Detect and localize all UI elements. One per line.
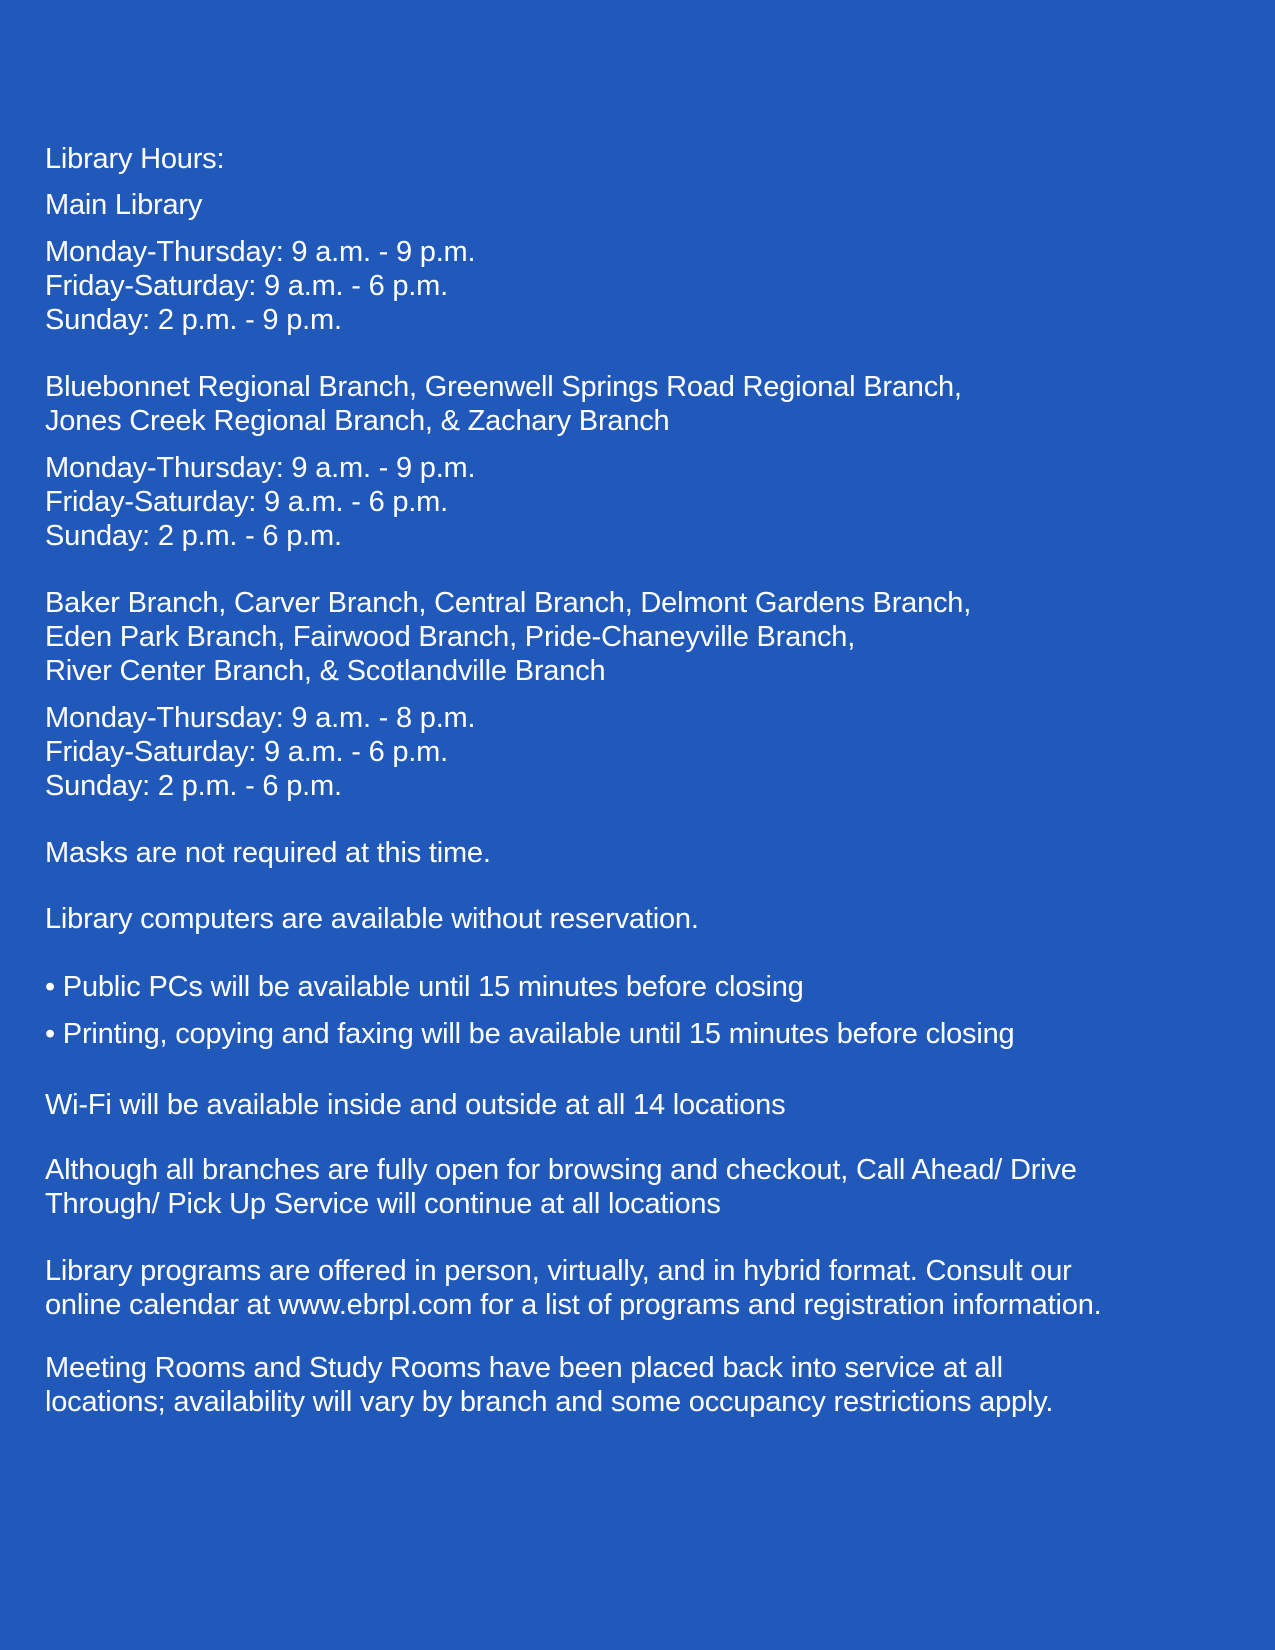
- regional-group-heading-line-2: Jones Creek Regional Branch, & Zachary Branch: [45, 405, 670, 437]
- main-library-hours-sunday: Sunday: 2 p.m. - 9 p.m.: [45, 304, 342, 336]
- rooms-notice-line-2: locations; availability will vary by branch and some occupancy restrictions apply.: [45, 1386, 1054, 1418]
- main-library-hours-fri-sat: Friday-Saturday: 9 a.m. - 6 p.m.: [45, 270, 448, 302]
- regional-group-hours-weekday: Monday-Thursday: 9 a.m. - 9 p.m.: [45, 452, 476, 484]
- branch-group-hours-sunday: Sunday: 2 p.m. - 6 p.m.: [45, 770, 342, 802]
- pickup-notice-line-1: Although all branches are fully open for browsing and checkout, Call Ahead/ Drive: [45, 1154, 1077, 1186]
- regional-group-heading-line-1: Bluebonnet Regional Branch, Greenwell Springs Road Regional Branch,: [45, 371, 962, 403]
- branch-group-heading-line-3: River Center Branch, & Scotlandville Branch: [45, 655, 606, 687]
- branch-group-hours-fri-sat: Friday-Saturday: 9 a.m. - 6 p.m.: [45, 736, 448, 768]
- regional-group-hours-fri-sat: Friday-Saturday: 9 a.m. - 6 p.m.: [45, 486, 448, 518]
- wifi-notice: Wi-Fi will be available inside and outside at all 14 locations: [45, 1089, 786, 1121]
- main-library-hours-weekday: Monday-Thursday: 9 a.m. - 9 p.m.: [45, 236, 476, 268]
- branch-group-heading-line-1: Baker Branch, Carver Branch, Central Branch, Delmont Gardens Branch,: [45, 587, 972, 619]
- rooms-notice-line-1: Meeting Rooms and Study Rooms have been placed back into service at all: [45, 1352, 1003, 1384]
- main-library-heading: Main Library: [45, 189, 203, 221]
- bullet-printing: • Printing, copying and faxing will be available until 15 minutes before closing: [45, 1018, 1015, 1050]
- branch-group-heading-line-2: Eden Park Branch, Fairwood Branch, Pride-Chaneyville Branch,: [45, 621, 856, 653]
- masks-notice: Masks are not required at this time.: [45, 837, 491, 869]
- programs-notice-line-2: online calendar at www.ebrpl.com for a list of programs and registration information.: [45, 1289, 1102, 1321]
- branch-group-hours-weekday: Monday-Thursday: 9 a.m. - 8 p.m.: [45, 702, 476, 734]
- bullet-public-pcs: • Public PCs will be available until 15 minutes before closing: [45, 971, 804, 1003]
- pickup-notice-line-2: Through/ Pick Up Service will continue at all locations: [45, 1188, 721, 1220]
- programs-notice-line-1: Library programs are offered in person, virtually, and in hybrid format. Consult our: [45, 1255, 1072, 1287]
- computers-notice: Library computers are available without reservation.: [45, 903, 699, 935]
- regional-group-hours-sunday: Sunday: 2 p.m. - 6 p.m.: [45, 520, 342, 552]
- page-title: Library Hours:: [45, 143, 225, 175]
